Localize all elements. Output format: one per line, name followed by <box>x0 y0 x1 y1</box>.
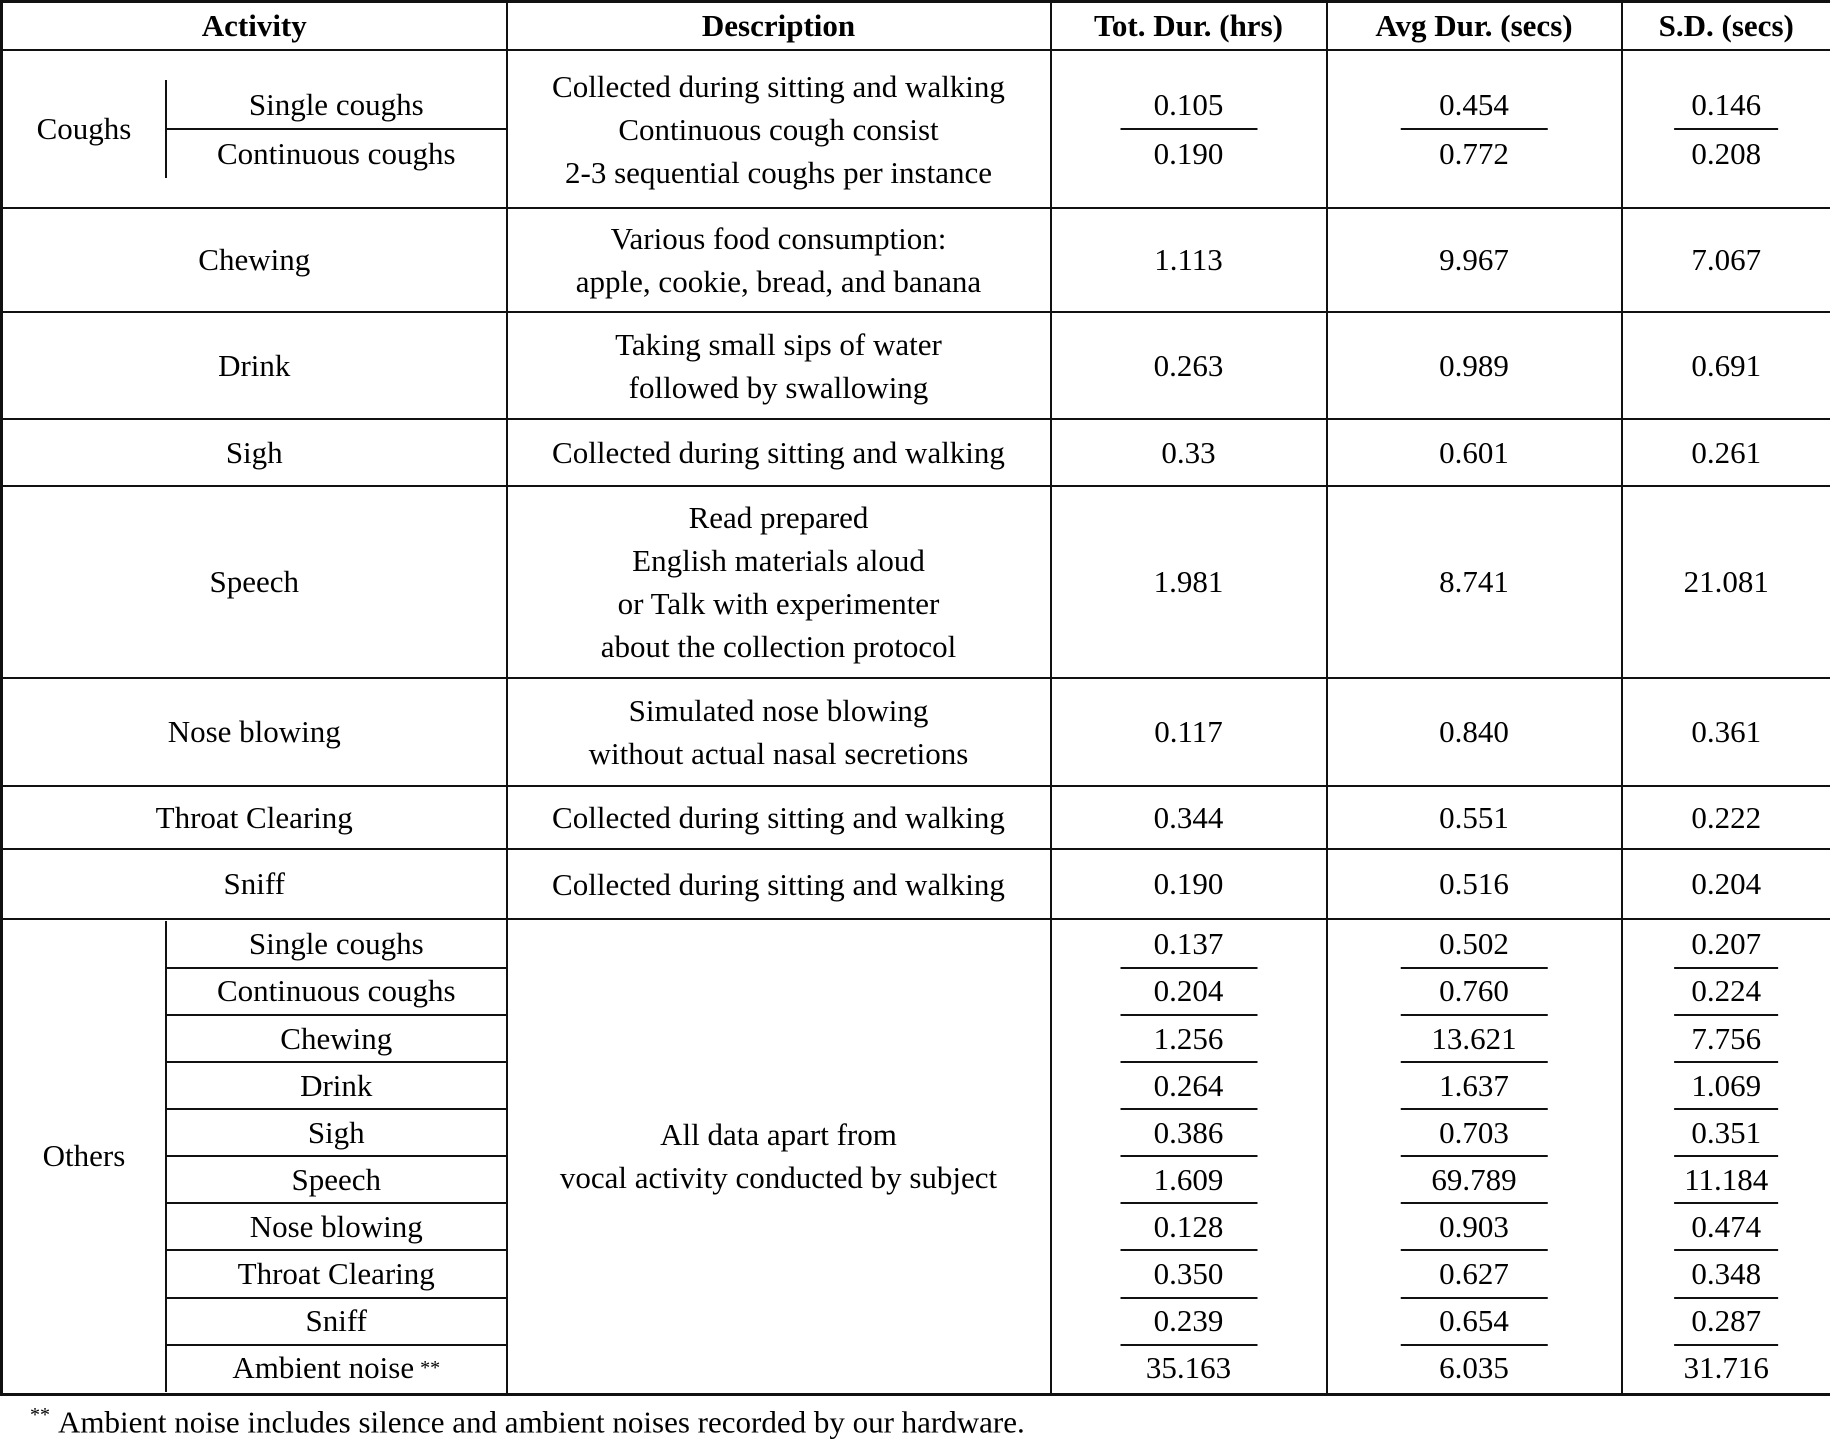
table-row-sniff <box>2 849 1830 919</box>
description-line: English materials aloud <box>508 539 1050 582</box>
description-line: All data apart from <box>508 1113 1050 1156</box>
value: 0.224 <box>1623 968 1830 1015</box>
value: 0.137 <box>1052 921 1326 968</box>
value: 0.772 <box>1328 129 1621 178</box>
sd-cell: 0.691 <box>1622 312 1830 419</box>
value: 11.184 <box>1623 1156 1830 1203</box>
description-line: Read prepared <box>508 496 1050 539</box>
sub-activity: Continuous coughs <box>167 968 506 1015</box>
header-tot-dur: Tot. Dur. (hrs) <box>1051 2 1327 51</box>
value: 31.716 <box>1623 1345 1830 1392</box>
coughs-sub-activities <box>165 80 506 178</box>
value: 0.654 <box>1328 1298 1621 1345</box>
description-line: 2-3 sequential coughs per instance <box>508 151 1050 194</box>
tot-dur-cell: 0.190 <box>1051 849 1327 919</box>
sd-cell: 0.222 <box>1622 786 1830 849</box>
table-row-nose-blowing <box>2 678 1830 786</box>
activity-cell-coughs <box>2 50 507 208</box>
table-row-speech <box>2 486 1830 678</box>
table-row-throat-clearing <box>2 786 1830 849</box>
description-cell <box>507 50 1051 208</box>
description-cell <box>507 919 1051 1394</box>
activity-cell-others <box>2 919 507 1394</box>
header-description: Description <box>507 2 1051 51</box>
group-label-others: Others <box>3 1138 165 1174</box>
description-line: apple, cookie, bread, and banana <box>508 260 1050 303</box>
footnote-marker: ** <box>30 1404 50 1426</box>
description-cell <box>507 419 1051 486</box>
description-line: Various food consumption: <box>508 217 1050 260</box>
value: 0.348 <box>1623 1250 1830 1297</box>
description-line: vocal activity conducted by subject <box>508 1156 1050 1199</box>
sd-cell: 0.261 <box>1622 419 1830 486</box>
activity-cell: Sigh <box>2 419 507 486</box>
description-line: without actual nasal secretions <box>508 732 1050 775</box>
value: 13.621 <box>1328 1015 1621 1062</box>
tot-dur-cell <box>1051 919 1327 1394</box>
value: 0.386 <box>1052 1109 1326 1156</box>
description-line: followed by swallowing <box>508 366 1050 409</box>
value: 0.208 <box>1623 129 1830 178</box>
sd-cell: 21.081 <box>1622 486 1830 678</box>
value: 0.703 <box>1328 1109 1621 1156</box>
tot-dur-cell <box>1051 50 1327 208</box>
activity-cell: Speech <box>2 486 507 678</box>
activity-cell: Chewing <box>2 208 507 312</box>
value: 0.351 <box>1623 1109 1830 1156</box>
sub-activity: Sniff <box>167 1298 506 1345</box>
sd-cell: 0.361 <box>1622 678 1830 786</box>
table-row-sigh <box>2 419 1830 486</box>
description-cell <box>507 486 1051 678</box>
table-row-others <box>2 919 1830 1394</box>
description-cell <box>507 849 1051 919</box>
table-row-chewing <box>2 208 1830 312</box>
description-line: Collected during sitting and walking <box>508 796 1050 839</box>
value: 0.105 <box>1052 80 1326 129</box>
value: 7.756 <box>1623 1015 1830 1062</box>
description-line: Collected during sitting and walking <box>508 65 1050 108</box>
value: 0.903 <box>1328 1203 1621 1250</box>
value: 0.474 <box>1623 1203 1830 1250</box>
value: 0.239 <box>1052 1298 1326 1345</box>
description-line: Simulated nose blowing <box>508 689 1050 732</box>
value: 0.454 <box>1328 80 1621 129</box>
description-line: or Talk with experimenter <box>508 582 1050 625</box>
sub-activity: Drink <box>167 1062 506 1109</box>
value: 35.163 <box>1052 1345 1326 1392</box>
tot-dur-cell: 1.981 <box>1051 486 1327 678</box>
activity-cell: Sniff <box>2 849 507 919</box>
value: 0.760 <box>1328 968 1621 1015</box>
sub-activity-ambient-noise: Ambient noise ** <box>167 1345 506 1392</box>
sd-cell: 0.204 <box>1622 849 1830 919</box>
value: 0.287 <box>1623 1298 1830 1345</box>
header-avg-dur: Avg Dur. (secs) <box>1327 2 1622 51</box>
sd-cell: 7.067 <box>1622 208 1830 312</box>
others-sub-activities <box>165 921 506 1392</box>
value: 69.789 <box>1328 1156 1621 1203</box>
table-row-drink <box>2 312 1830 419</box>
sub-activity: Throat Clearing <box>167 1250 506 1297</box>
value: 0.502 <box>1328 921 1621 968</box>
group-label-coughs: Coughs <box>3 111 165 147</box>
table-header-row <box>2 2 1830 51</box>
sub-activity: Single coughs <box>167 80 506 129</box>
value: 0.350 <box>1052 1250 1326 1297</box>
avg-dur-cell <box>1327 50 1622 208</box>
description-line: Continuous cough consist <box>508 108 1050 151</box>
header-sd: S.D. (secs) <box>1622 2 1830 51</box>
description-line: Taking small sips of water <box>508 323 1050 366</box>
sd-cell <box>1622 919 1830 1394</box>
tot-dur-cell: 0.33 <box>1051 419 1327 486</box>
sub-activity: Single coughs <box>167 921 506 968</box>
sub-activity: Continuous coughs <box>167 129 506 178</box>
value: 0.207 <box>1623 921 1830 968</box>
sub-activity: Chewing <box>167 1015 506 1062</box>
table-footnote <box>30 1404 1830 1440</box>
description-cell <box>507 312 1051 419</box>
avg-dur-cell: 0.516 <box>1327 849 1622 919</box>
avg-dur-cell: 0.551 <box>1327 786 1622 849</box>
value: 0.128 <box>1052 1203 1326 1250</box>
description-cell <box>507 208 1051 312</box>
value: 0.264 <box>1052 1062 1326 1109</box>
avg-dur-cell: 9.967 <box>1327 208 1622 312</box>
avg-dur-cell: 8.741 <box>1327 486 1622 678</box>
value: 0.190 <box>1052 129 1326 178</box>
activity-cell: Drink <box>2 312 507 419</box>
value: 1.609 <box>1052 1156 1326 1203</box>
activity-cell: Throat Clearing <box>2 786 507 849</box>
avg-dur-cell: 0.601 <box>1327 419 1622 486</box>
description-line: Collected during sitting and walking <box>508 863 1050 906</box>
header-activity: Activity <box>2 2 507 51</box>
value: 1.637 <box>1328 1062 1621 1109</box>
avg-dur-cell: 0.840 <box>1327 678 1622 786</box>
description-cell <box>507 786 1051 849</box>
description-cell <box>507 678 1051 786</box>
avg-dur-cell <box>1327 919 1622 1394</box>
footnote-text: Ambient noise includes silence and ambient noises recorded by our hardware. <box>58 1404 1025 1439</box>
activity-cell: Nose blowing <box>2 678 507 786</box>
tot-dur-cell: 1.113 <box>1051 208 1327 312</box>
tot-dur-cell: 0.263 <box>1051 312 1327 419</box>
sub-activity: Nose blowing <box>167 1203 506 1250</box>
table-row-coughs <box>2 50 1830 208</box>
avg-dur-cell: 0.989 <box>1327 312 1622 419</box>
sd-cell <box>1622 50 1830 208</box>
value: 0.627 <box>1328 1250 1621 1297</box>
value: 0.146 <box>1623 80 1830 129</box>
description-line: Collected during sitting and walking <box>508 431 1050 474</box>
value: 0.204 <box>1052 968 1326 1015</box>
description-line: about the collection protocol <box>508 625 1050 668</box>
tot-dur-cell: 0.344 <box>1051 786 1327 849</box>
tot-dur-cell: 0.117 <box>1051 678 1327 786</box>
value: 1.069 <box>1623 1062 1830 1109</box>
value: 6.035 <box>1328 1345 1621 1392</box>
sub-activity: Speech <box>167 1156 506 1203</box>
value: 1.256 <box>1052 1015 1326 1062</box>
sub-activity: Sigh <box>167 1109 506 1156</box>
